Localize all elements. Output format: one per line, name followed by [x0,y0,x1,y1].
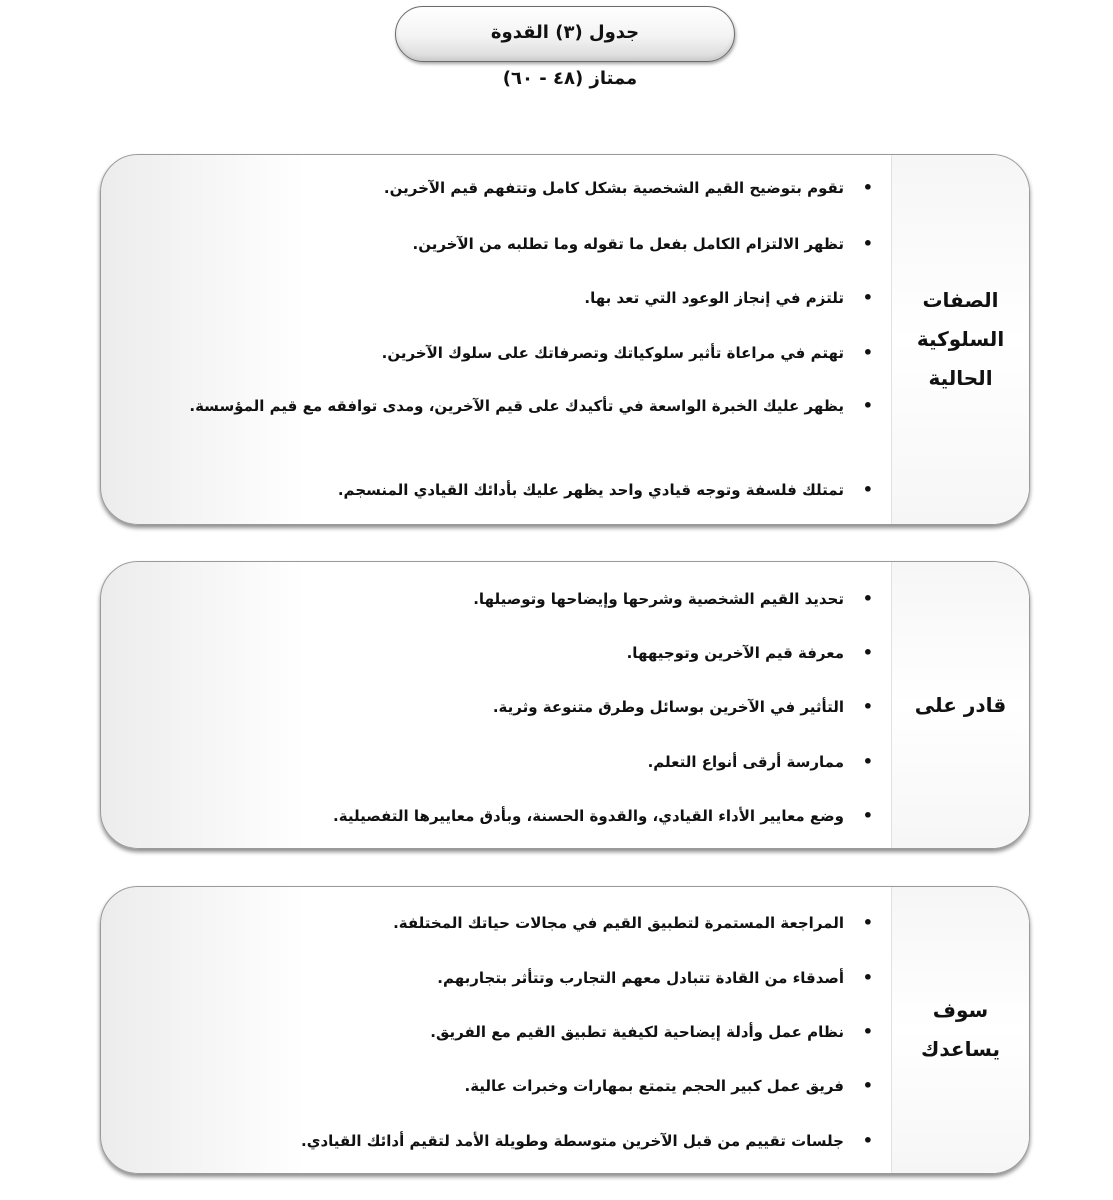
panel-label-cell [891,562,1029,848]
will-help-label: سوف يساعدك [921,998,1000,1061]
list-item: • نظام عمل وأدلة إيضاحية لكيفية تطبيق القيم مع الفريق. [161,1018,892,1046]
current-behaviors-list [161,155,892,524]
list-item: • وضع معايير الأداء القيادي، والقدوة الحسنة، وبأدق معاييرها التفصيلية. [161,802,892,830]
current-behaviors-label: الصفات السلوكية الحالية [916,288,1005,390]
list-item: • تلتزم في إنجاز الوعود التي تعد بها. [161,284,892,312]
rating-range: ممتاز (٤٨ - ٦٠) [502,68,638,89]
list-item: • جلسات تقييم من قبل الآخرين متوسطة وطويلة الأمد لتقيم أدائك القيادي. [161,1127,892,1155]
list-item: • يظهر عليك الخبرة الواسعة في تأكيدك على قيم الآخرين، ومدى توافقه مع قيم المؤسسة. [161,392,892,420]
panel-label-cell [891,887,1029,1173]
current-behaviors-panel [100,154,1030,525]
list-item: • تهتم في مراعاة تأثير سلوكياتك وتصرفاتك على سلوك الآخرين. [161,339,892,367]
list-item: • تظهر الالتزام الكامل بفعل ما تقوله وما تطلبه من الآخرين. [161,230,892,258]
table-title: جدول (٣) القدوة [490,21,640,43]
list-item: • ممارسة أرقى أنواع التعلم. [161,748,892,776]
list-item: • تقوم بتوضيح القيم الشخصية بشكل كامل وتتفهم قيم الآخرين. [161,174,892,202]
able-to-panel [100,561,1030,849]
panel-label-cell [891,155,1029,524]
list-item: • التأثير في الآخرين بوسائل وطرق متنوعة وثرية. [161,693,892,721]
list-item: • تحديد القيم الشخصية وشرحها وإيضاحها وتوصيلها. [161,585,892,613]
list-item: • تمتلك فلسفة وتوجه قيادي واحد يظهر عليك بأدائك القيادي المنسجم. [161,476,892,504]
will-help-panel [100,886,1030,1174]
list-item: • أصدقاء من القادة تتبادل معهم التجارب وتتأثر بتجاربهم. [161,964,892,992]
able-to-label: قادر على [914,692,1007,717]
list-item: • معرفة قيم الآخرين وتوجيهها. [161,639,892,667]
list-item: • فريق عمل كبير الحجم يتمتع بمهارات وخبرات عالية. [161,1072,892,1100]
able-to-list [161,562,892,848]
table-title-badge [395,6,735,62]
will-help-list [161,887,892,1173]
list-item: • المراجعة المستمرة لتطبيق القيم في مجالات حياتك المختلفة. [161,909,892,937]
